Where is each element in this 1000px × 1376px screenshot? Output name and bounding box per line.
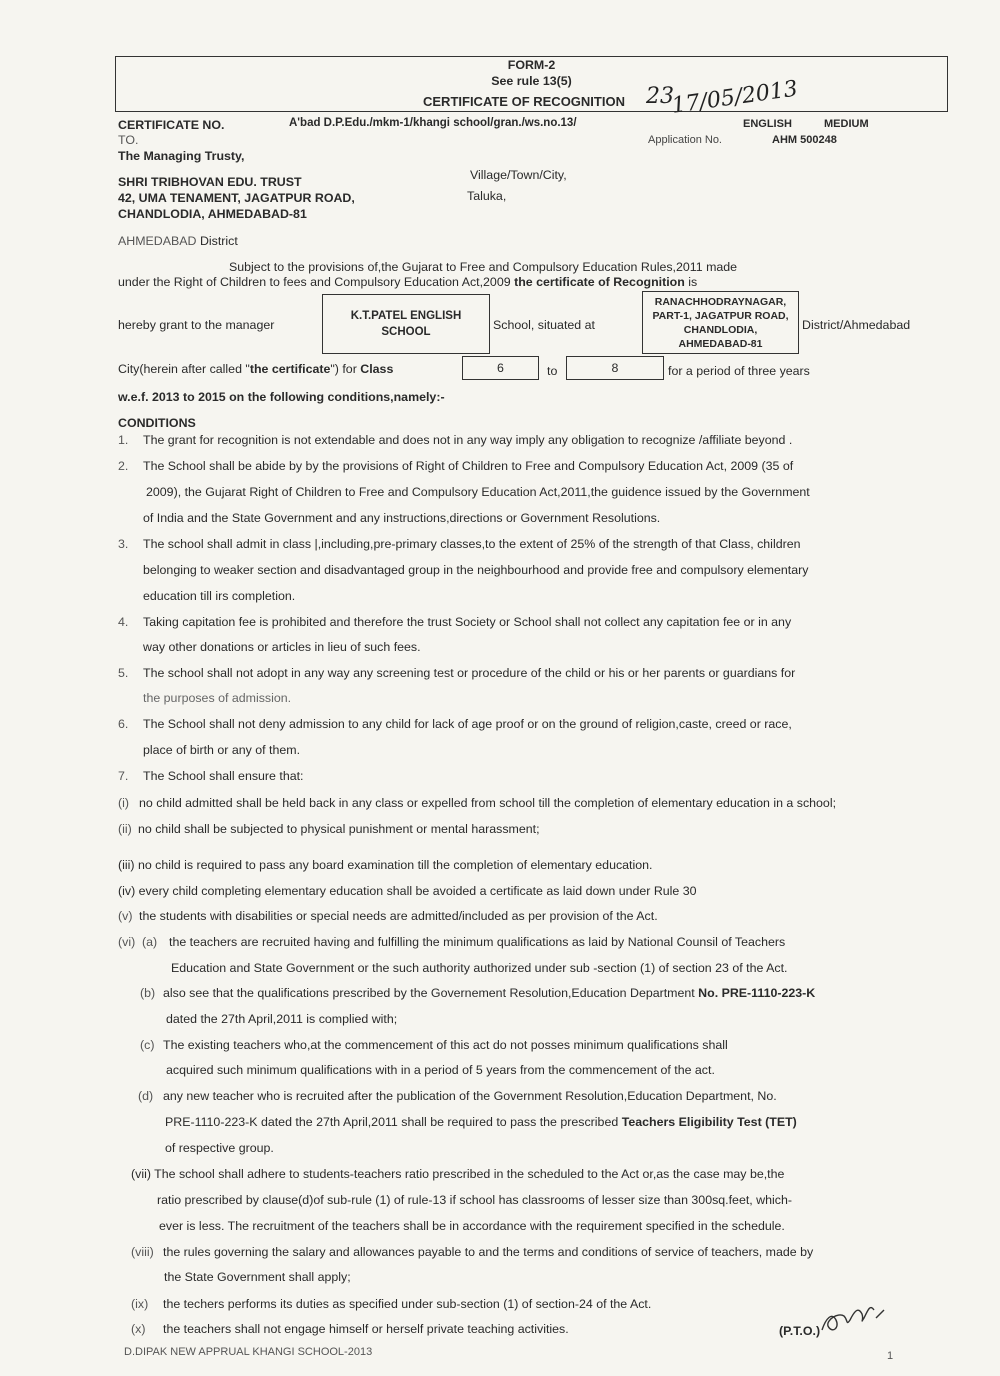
class-from-box bbox=[462, 356, 539, 380]
sub-v-number: (v) bbox=[118, 909, 133, 923]
handwritten-date: 17/05/2013 bbox=[670, 76, 800, 119]
class-label: Class bbox=[360, 362, 394, 376]
sub-viii-number: (viii) bbox=[131, 1245, 154, 1259]
condition-5-line-2: the purposes of admission. bbox=[143, 691, 292, 705]
condition-1-number: 1. bbox=[118, 433, 129, 447]
city-text-a: City(herein after called " bbox=[118, 362, 250, 376]
condition-2-line-2: 2009), the Gujarat Right of Children to Free and Compulsory Education Act,2011,the guidence issued by the Government bbox=[146, 485, 810, 499]
certificate-label: CERTIFICATE NO. bbox=[118, 118, 225, 132]
class-from: 6 bbox=[497, 361, 504, 375]
sub-vi-d-line-2 bbox=[165, 1115, 797, 1129]
sub-vi-number: (vi) bbox=[118, 935, 136, 949]
taluka-label: Taluka, bbox=[467, 189, 507, 203]
district-line bbox=[118, 234, 238, 248]
condition-6-number: 6. bbox=[118, 717, 129, 731]
district-word: District bbox=[199, 234, 238, 248]
sub-vi-c-line-1: The existing teachers who,at the commencement of this act do not posses minimum qualifications shall bbox=[163, 1038, 728, 1052]
sub-i: no child admitted shall be held back in any class or expelled from school till the completion of elementary education in a school; bbox=[139, 796, 837, 810]
class-to: 8 bbox=[611, 361, 619, 375]
sub-vi-a-line-2: Education and State Government or the such authority authorized under sub -section (1) of section 23 of the Act. bbox=[171, 961, 788, 975]
district-name: AHMEDABAD bbox=[118, 234, 197, 248]
condition-4-line-2: way other donations or articles in lieu of such fees. bbox=[143, 640, 421, 654]
school-name: K.T.PATEL ENGLISH SCHOOL bbox=[350, 310, 462, 338]
sub-vi-d-text: PRE-1110-223-K dated the 27th April,2011 shall be required to pass the prescribed bbox=[165, 1115, 622, 1129]
sub-vi-c-line-2: acquired such minimum qualifications with in a period of 5 years from the commencement of the act. bbox=[166, 1063, 715, 1077]
pto-label: (P.T.O.) bbox=[779, 1324, 821, 1338]
sub-vi-d-line-3: of respective group. bbox=[165, 1141, 274, 1155]
sub-vi-b-text: also see that the qualifications prescribed by the Governement Resolution,Education Department bbox=[163, 986, 699, 1000]
condition-6-line-1: The School shall not deny admission to any child for lack of age proof or on the ground of religion,caste, creed or race, bbox=[143, 717, 792, 731]
condition-5-number: 5. bbox=[118, 666, 129, 680]
wef-line: w.e.f. 2013 to 2015 on the following conditions,namely:- bbox=[118, 390, 445, 404]
condition-6-line-2: place of birth or any of them. bbox=[143, 743, 301, 757]
handwritten-number: 23 bbox=[646, 84, 674, 109]
grant-para-2-bold: the certificate of Recognition bbox=[514, 275, 685, 289]
application-label: Application No. bbox=[648, 134, 722, 146]
sub-ix: the techers performs its duties as specified under sub-section (1) of section-24 of the Act. bbox=[163, 1297, 652, 1311]
sub-viii-line-2: the State Government shall apply; bbox=[164, 1270, 351, 1284]
condition-3-line-2: belonging to weaker section and disadvantaged group in the neighbourhood and provide free and compulsory elementary bbox=[143, 563, 809, 577]
rule-reference: See rule 13(5) bbox=[491, 74, 572, 88]
sub-vi-b-line-1 bbox=[163, 986, 815, 1000]
sub-v: the students with disabilities or special needs are admitted/included as per provision of the Act. bbox=[139, 909, 658, 923]
to-label: TO. bbox=[118, 133, 139, 147]
initials-signature bbox=[818, 1290, 888, 1340]
sub-i-number: (i) bbox=[118, 796, 130, 810]
condition-7: The School shall ensure that: bbox=[143, 769, 304, 783]
medium-english: ENGLISH bbox=[743, 118, 792, 130]
condition-2-line-3: of India and the State Government and any instructions,directions or Government Resolutions. bbox=[143, 511, 661, 525]
condition-2-line-1: The School shall be abide by by the provisions of Right of Children to Free and Compulsory Education Act, 2009 (35 of bbox=[143, 459, 794, 473]
sub-ii: no child shall be subjected to physical punishment or mental harassment; bbox=[138, 822, 540, 836]
sub-x: the teachers shall not engage himself or herself private teaching activities. bbox=[163, 1322, 569, 1336]
sub-ix-number: (ix) bbox=[131, 1297, 149, 1311]
sub-vii-line-2: ratio prescribed by clause(d)of sub-rule (1) of rule-13 if school has classrooms of lesser size than 300sq.feet, which- bbox=[157, 1193, 792, 1207]
sub-vii-line-3: ever is less. The recruitment of the teachers shall be in accordance with the requirement specified in the schedule. bbox=[159, 1219, 785, 1233]
grant-para-2-text: under the Right of Children to fees and Compulsory Education Act,2009 bbox=[118, 275, 515, 289]
sub-iii: (iii) no child is required to pass any board examination till the completion of elementary education. bbox=[118, 858, 653, 872]
condition-3-line-1: The school shall admit in class |,including,pre-primary classes,to the extent of 25% of the strength of that Class, children bbox=[143, 537, 801, 551]
condition-1: The grant for recognition is not extendable and does not in any way imply any obligation to recognize /affiliate beyond . bbox=[143, 433, 793, 447]
sub-vi-a-line-1: the teachers are recruited having and fulfilling the minimum qualifications as laid by National Counsil of Teachers bbox=[169, 935, 786, 949]
hereby-grant: hereby grant to the manager bbox=[118, 318, 275, 332]
city-text-b: the certificate bbox=[249, 362, 331, 376]
village-label: Village/Town/City, bbox=[470, 168, 567, 182]
school-location: RANACHHODRAYNAGAR, PART-1, JAGATPUR ROAD, CHANDLODIA, AHMEDABAD-81 bbox=[652, 295, 789, 350]
address-line-2: 42, UMA TENAMENT, JAGATPUR ROAD, bbox=[118, 191, 355, 205]
condition-7-number: 7. bbox=[118, 769, 129, 783]
conditions-title: CONDITIONS bbox=[118, 416, 196, 430]
district-ahmedabad: District/Ahmedabad bbox=[802, 318, 911, 332]
period: for a period of three years bbox=[668, 364, 810, 378]
sub-ii-number: (ii) bbox=[118, 822, 132, 836]
sub-iv: (iv) every child completing elementary education shall be avoided a certificate as laid down under Rule 30 bbox=[118, 884, 697, 898]
sub-vi-a-number: (a) bbox=[142, 935, 158, 949]
page-number: 1 bbox=[887, 1350, 894, 1362]
address-line-1: SHRI TRIBHOVAN EDU. TRUST bbox=[118, 175, 302, 189]
certificate-number: A'bad D.P.Edu./mkm-1/khangi school/gran./ws.no.13/ bbox=[289, 117, 577, 129]
condition-5-line-1: The school shall not adopt in any way any screening test or procedure of the child or his or her parents or guardians for bbox=[143, 666, 796, 680]
sub-vi-b-ref: No. PRE-1110-223-K bbox=[698, 986, 816, 1000]
city-certificate-line bbox=[118, 362, 393, 376]
application-number: AHM 500248 bbox=[772, 134, 837, 146]
condition-4-number: 4. bbox=[118, 615, 129, 629]
sub-vii-line-1: (vii) The school shall adhere to students-teachers ratio prescribed in the scheduled to the Act or,as the case may be,the bbox=[131, 1167, 785, 1181]
school-situated: School, situated at bbox=[493, 318, 595, 332]
grant-para-2 bbox=[118, 275, 697, 289]
location-box bbox=[642, 291, 799, 354]
sub-x-number: (x) bbox=[131, 1322, 146, 1336]
school-name-box bbox=[322, 294, 490, 354]
condition-3-line-3: education till irs completion. bbox=[143, 589, 296, 603]
sub-vi-b-number: (b) bbox=[140, 986, 156, 1000]
file-reference: D.DIPAK NEW APPRUAL KHANGI SCHOOL-2013 bbox=[124, 1346, 373, 1358]
sub-vi-d-line-1: any new teacher who is recruited after the publication of the Government Resolution,Education Department, No. bbox=[163, 1089, 777, 1103]
to-word: to bbox=[547, 364, 558, 378]
sub-viii-line-1: the rules governing the salary and allowances payable to and the terms and conditions of service of teachers, made by bbox=[163, 1245, 814, 1259]
addressee: The Managing Trusty, bbox=[118, 149, 245, 163]
sub-vi-c-number: (c) bbox=[140, 1038, 155, 1052]
grant-para-2-end: is bbox=[684, 275, 698, 289]
grant-para-1: Subject to the provisions of,the Gujarat to Free and Compulsory Education Rules,2011 made bbox=[229, 260, 738, 274]
condition-4-line-1: Taking capitation fee is prohibited and therefore the trust Society or School shall not collect any capitation fee or in any bbox=[143, 615, 792, 629]
class-to-box bbox=[566, 356, 664, 380]
form-number: FORM-2 bbox=[507, 58, 556, 72]
sub-vi-d-number: (d) bbox=[138, 1089, 154, 1103]
sub-vi-b-line-2: dated the 27th April,2011 is complied with; bbox=[166, 1012, 398, 1026]
condition-3-number: 3. bbox=[118, 537, 129, 551]
city-text-c: ") for bbox=[330, 362, 361, 376]
address-line-3: CHANDLODIA, AHMEDABAD-81 bbox=[118, 207, 307, 221]
certificate-title: CERTIFICATE OF RECOGNITION bbox=[423, 94, 625, 109]
condition-2-number: 2. bbox=[118, 459, 129, 473]
medium-label: MEDIUM bbox=[824, 118, 869, 130]
sub-vi-d-tet: Teachers Eligibility Test (TET) bbox=[621, 1115, 797, 1129]
